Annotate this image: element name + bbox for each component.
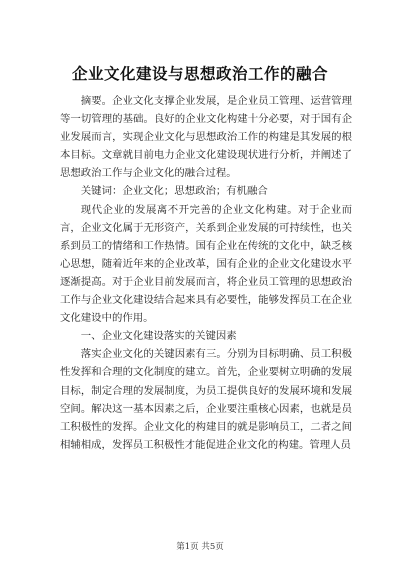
document-body (60, 92, 352, 454)
section-heading: 一、企业文化建设落实的关键因素 (80, 330, 237, 343)
document-title: 企业文化建设与思想政治工作的融合 (71, 64, 328, 83)
abstract-paragraph: 摘要。企业文化支撑企业发展，是企业员工管理、运营管理等一切管理的基础。良好的企业文化构建十分必要，对于国有企业发展而言，实现企业文化与思想政治工作的构建是其发展的根本目标。文章就目前电力企业文化建设现状进行分析，并阐述了思想政治工作与企业文化的融合过程。 (60, 95, 352, 180)
intro-paragraph: 现代企业的发展离不开完善的企业文化构建。对于企业而言，企业文化属于无形资产，关系到企业发展的可持续性，也关系到员工的情绪和工作热情。国有企业在传统的文化中，缺乏核心思想，随着近年来的企业改革，国有企业的企业文化建设水平逐渐提高。对于企业目前发展而言，将企业员工管理的思想政治工作与企业文化建设结合起来具有必要性，能够发挥员工在企业文化建设中的作用。 (60, 203, 352, 325)
keywords-paragraph: 关键词：企业文化；思想政治；有机融合 (80, 185, 268, 198)
section-paragraph: 落实企业文化的关键因素有三。分别为目标明确、员工积极性发挥和合理的文化制度的建立。首先，企业要树立明确的发展目标，制定合理的发展制度，为员工提供良好的发展环境和发展空间。解决这一基本因素之后，企业要注重核心因素，也就是员工积极性的发挥。企业文化的构建目的就是影响员工，二者之间相辅相成，发挥员工积极性才能促进企业文化的构建。管理人员 (60, 348, 352, 451)
page-footer: 第1页 共5页 (176, 542, 224, 552)
